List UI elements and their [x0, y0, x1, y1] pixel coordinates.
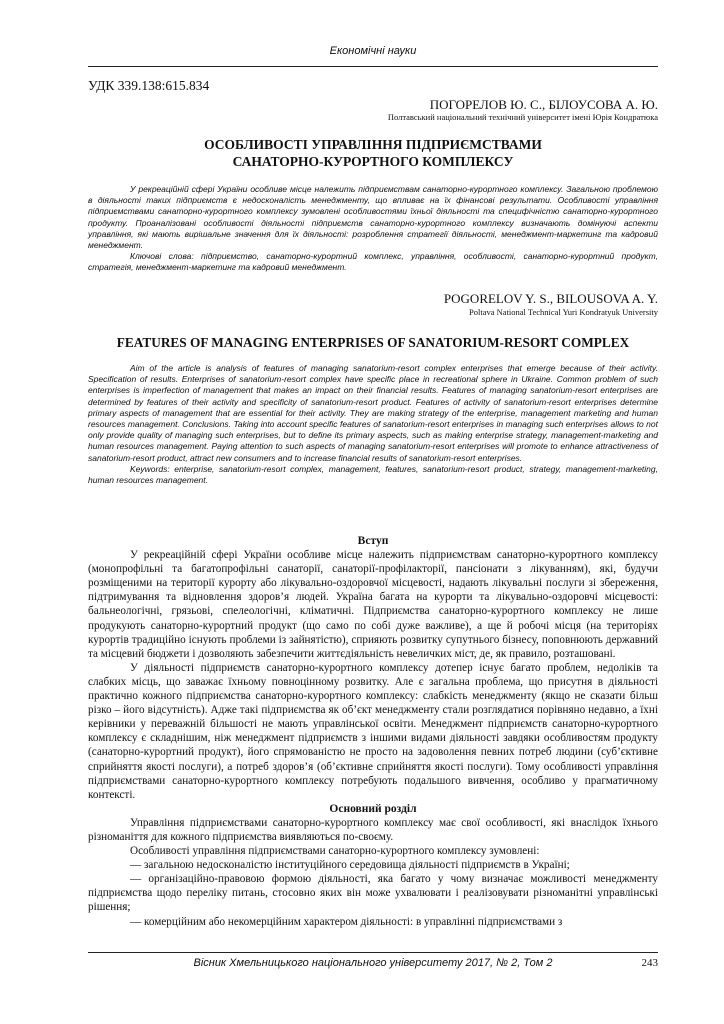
footer-rule	[88, 952, 658, 953]
title-ua-line2: САНАТОРНО-КУРОРТНОГО КОМПЛЕКСУ	[232, 154, 514, 169]
paragraph: Особливості управління підприємствами санаторно-курортного комплексу зумовлені:	[130, 845, 540, 858]
affiliation-ua: Полтавський національний технічний університет імені Юрія Кондратюка	[387, 112, 658, 122]
paragraph: У діяльності підприємств санаторно-курортного комплексу дотепер існує багато проблем, недоліків та слабких місць, що заважає їхньому повноцінному розвитку. Але є загальна проблема, що присутня в діяльності практично кожного підприємства санаторно-курортного комплексу: слабкість менеджменту (якщо не сказати більш різко – його відсутність). Адже такі підприємства як об’єкт менеджменту стали розглядатися порівняно недавно, а їхні керівники у переважній більшості не мають управлінської освіти. Менеджмент підприємств санаторно-курортного комплексу є складнішим, ніж менеджмент підприємств з іншими видами діяльності завдяки особливостям продукту (санаторно-курортний продукт), його спрямованістю не просто на задоволення певних потреб людини (суб’єктивне сприйняття якості послуги), а потреб здоров’я (об’єктивне сприйняття якості послуги). Тому особливості управління підприємствами санаторно-курортного комплексу потребують подальшого вивчення, особливо у прагматичному контексті.	[88, 661, 658, 801]
running-header: Економічні науки	[329, 45, 417, 57]
authors-ua: ПОГОРЕЛОВ Ю. С., БІЛОУСОВА А. Ю.	[429, 97, 658, 112]
abstract-ua	[88, 184, 658, 274]
keywords-ua: Ключові слова: підприємство, санаторно-курортний комплекс, управління, особливості, санаторно-курортний продукт, стратегія, менеджмент-маркетинг та кадровий менеджмент.	[88, 251, 658, 273]
authors-en: POGORELOV Y. S., BILOUSOVA A. Y.	[443, 291, 658, 306]
keywords-en: Keywords: enterprise, sanatorium-resort complex, management, features, sanatorium-resort product, strategy, management-marketing, human resources management.	[88, 463, 658, 486]
list-item: — організаційно-правовою формою діяльності, яка багато у чому визначає можливості менеджменту підприємства щодо переліку питань, стосовно яких він може ухвалювати і реалізовувати різноманітні управлінські рішення;	[88, 873, 658, 914]
abstract-en-text: Aim of the article is analysis of features of managing sanatorium-resort complex enterprises that emerge because of their activity. Specification of results. Enterprises of sanatorium-resort complex have specific place in recreational sphere in Ukraine. Common problem of such enterprises is imperfection of management that makes an impact on their financial results. Features of managing sanatorium-resort enterprises are determined by features of their activity and specificity of sanatorium-resort product. Features of activity of sanatorium-resort enterprises determine primary aspects of management that are essential for their activity. They are making strategy of the enterprise, management marketing and human resources management. Conclusions. Taking into account specific features of sanatorium-resort enterprises in managing such enterprises allows to not only provide quality of managing such enterprises, but to define its primary aspects, such as making enterprise strategy, management-marketing and human resources management. Paying attention to such aspects of managing sanatorium-resort enterprises will promote to enhance attractiveness of sanatorium-resort product, attract new consumers and to increase financial results of sanatorium-resort enterprises.	[88, 363, 658, 463]
paragraph: Управління підприємствами санаторно-курортного комплексу має свої особливості, які внаслідок їхнього різноманіття для кожного підприємства виявляються по-своєму.	[88, 816, 658, 843]
page-number: 243	[641, 957, 658, 969]
list-item: — комерційним або некомерційним характером діяльності: в управлінні підприємствами з	[130, 915, 563, 928]
udk-code: УДК 339.138:615.834	[88, 78, 210, 93]
article-body	[88, 534, 658, 929]
running-footer	[88, 957, 658, 969]
paragraph: У рекреаційній сфері України особливе місце належить підприємствам санаторно-курортного комплексу (монопрофільні та багатопрофільні санаторії, санаторії-профілакторії, пансіонати з лікуванням), які, будучи розміщеними на території курорту або лікувально-оздоровчої місцевості, надають лікувальні послуги зі збереження, підтримування та відновлення здоров’я людей. Україна багата на курорти та лікувально-оздоровчі місцевості: бальнеологічні, грязьові, спелеологічні, кліматичні. Підприємства санаторно-курортного комплексу не лише продукують санаторно-курортний продукт (що само по собі дуже важливе), а ще й робочі місця (на територіях курортів традиційно існують проблеми із зайнятістю), сприяють розвитку супутнього бізнесу, поповнюють державний та місцевий бюджети і дозволяють забезпечити життєдіяльність невеличких міст, де, як правило, розташовані.	[88, 549, 658, 660]
title-ua-line1: ОСОБЛИВОСТІ УПРАВЛІННЯ ПІДПРИЄМСТВАМИ	[204, 137, 542, 152]
journal-name: Вісник Хмельницького національного університету 2017, № 2, Том 2	[193, 957, 553, 969]
affiliation-en: Poltava National Technical Yuri Kondratyuk University	[469, 307, 658, 317]
section-heading-main: Основний розділ	[329, 802, 417, 815]
abstract-en	[88, 363, 658, 486]
header-rule	[88, 66, 658, 67]
title-ua	[88, 136, 658, 170]
title-en: FEATURES OF MANAGING ENTERPRISES OF SANATORIUM-RESORT COMPLEX	[116, 335, 630, 350]
section-heading-intro: Вступ	[357, 535, 389, 547]
abstract-ua-text: У рекреаційній сфері України особливе місце належить підприємствам санаторно-курортного комплексу. Загальною проблемою в діяльності таких підприємств є недосконалість менеджменту, що впливає на їх фінансові результати. Особливості управління підприємствами санаторно-курортного комплексу зумовлені особливостями їхньої діяльності та специфічністю санаторно-курортного продукту. Проаналізовані особливості діяльності підприємств санаторно-курортного комплексу визначають домінуючі аспекти управління, які мають вирішальне значення для їх діяльності: розроблення стратегії діяльності, менеджмент-маркетинг та кадровий менеджмент.	[88, 184, 658, 251]
list-item: — загальною недосконалістю інституційного середовища діяльності підприємств в Україні;	[130, 859, 570, 872]
